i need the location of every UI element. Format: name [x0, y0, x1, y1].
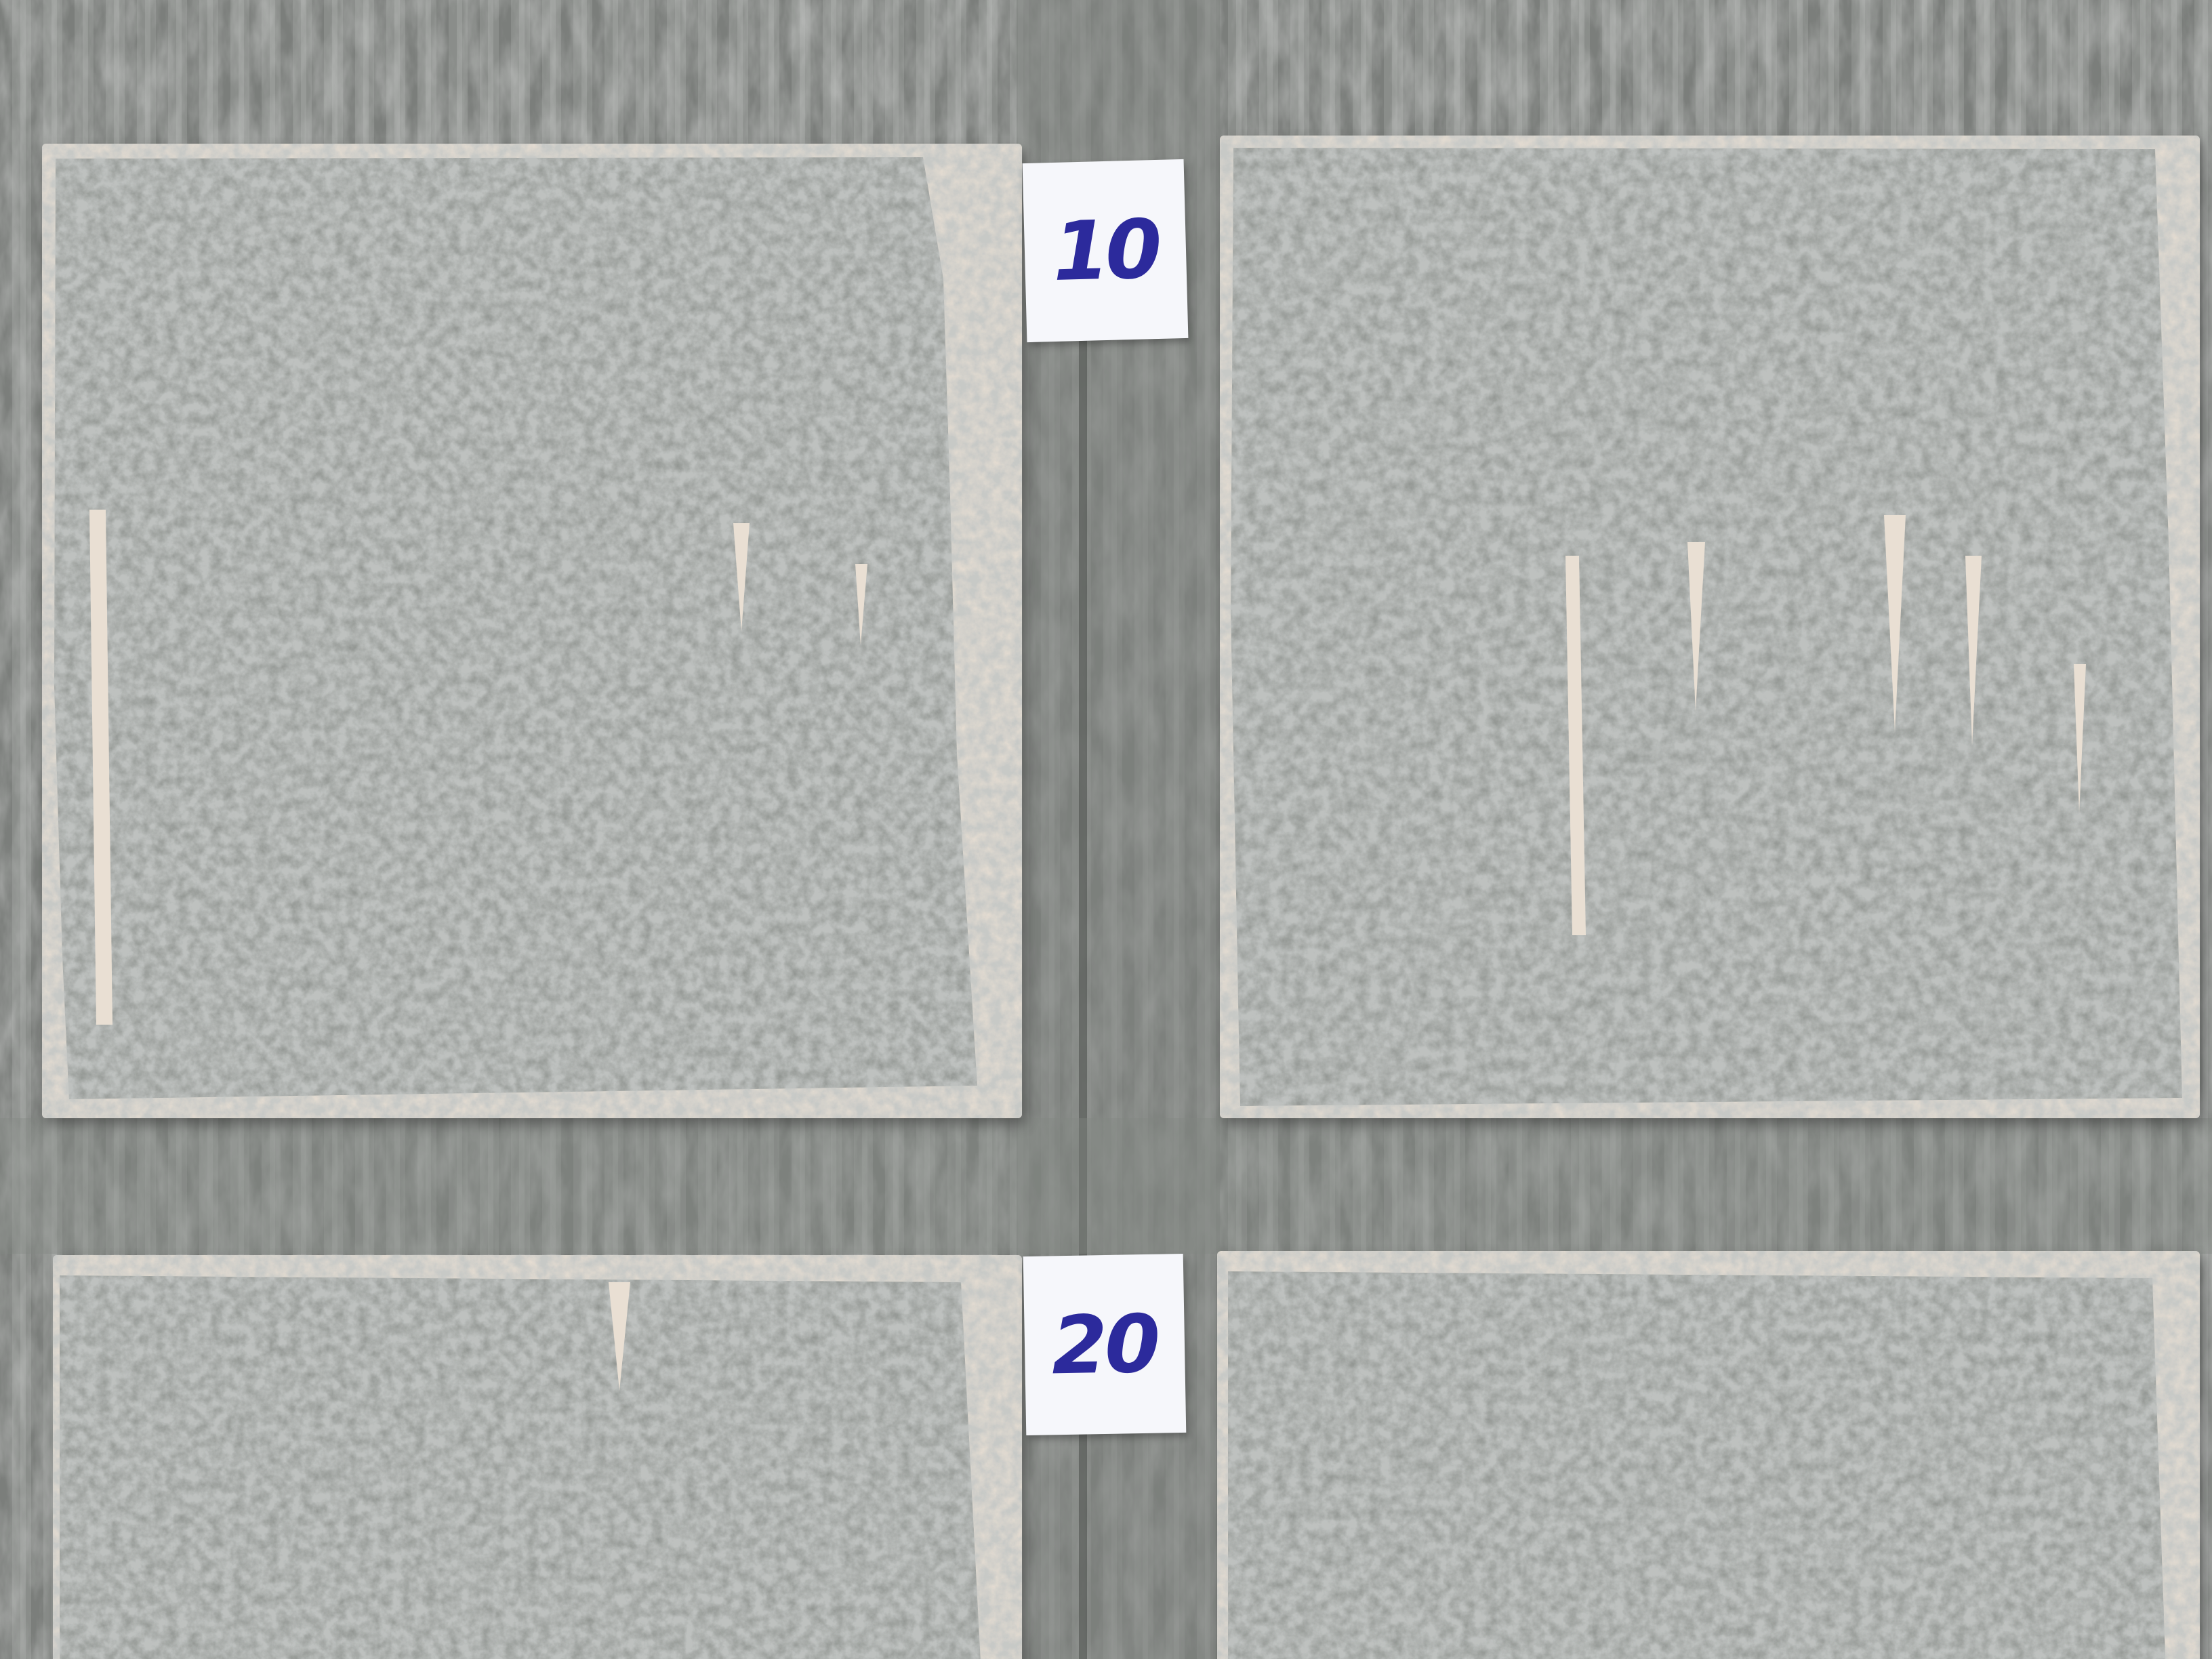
adhesive-coating: [53, 1255, 1022, 1659]
tile-top-left: [42, 144, 1022, 1118]
tile-top-right: [1220, 136, 2200, 1118]
tile-bottom-left: [53, 1255, 1022, 1659]
label-20: [1023, 1254, 1187, 1435]
adhesive-coating: [1220, 136, 2200, 1118]
adhesive-coating: [1217, 1251, 2200, 1659]
adhesive-coating: [42, 144, 1022, 1118]
label-10-text: 10: [1051, 202, 1160, 300]
tile-bottom-right: [1217, 1251, 2200, 1659]
label-20-text: 20: [1050, 1296, 1159, 1393]
label-10: [1023, 159, 1189, 342]
